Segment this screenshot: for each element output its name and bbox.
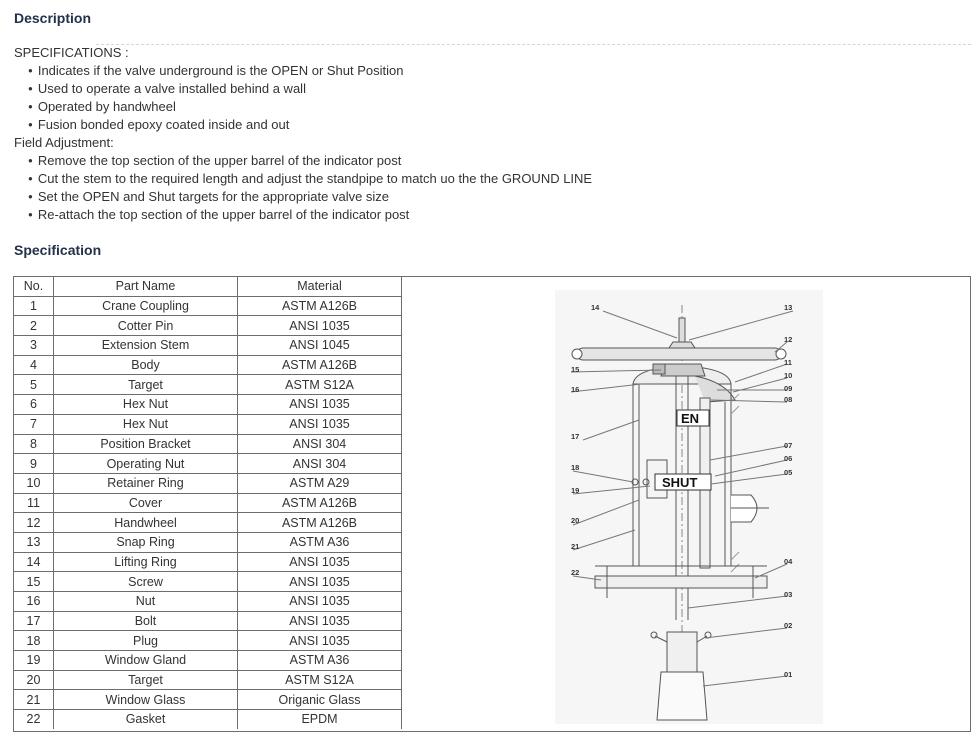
cell-no: 21 [14, 690, 54, 710]
cell-no: 11 [14, 493, 54, 513]
table-header-row [14, 277, 402, 296]
description-heading: Description [14, 10, 92, 26]
spec-bullet-2: ● Used to operate a valve installed behind a wall [28, 81, 306, 96]
table-row [14, 532, 402, 552]
cell-no: 22 [14, 710, 54, 729]
field-bullet-1: ● Remove the top section of the upper barrel of the indicator post [28, 153, 401, 168]
table-row [14, 670, 402, 690]
cell-no: 15 [14, 572, 54, 592]
cell-part-name: Crane Coupling [54, 296, 238, 316]
table-row [14, 690, 402, 710]
cell-part-name: Screw [54, 572, 238, 592]
cell-material: ANSI 1035 [238, 316, 402, 336]
description-divider [96, 44, 971, 45]
cell-part-name: Body [54, 355, 238, 375]
callout-19: 19 [571, 486, 580, 495]
cell-part-name: Hex Nut [54, 395, 238, 415]
cell-part-name: Bolt [54, 611, 238, 631]
callout-13: 13 [784, 303, 793, 312]
table-row [14, 375, 402, 395]
callout-05: 05 [784, 468, 793, 477]
cell-part-name: Cover [54, 493, 238, 513]
field-bullet-3: ● Set the OPEN and Shut targets for the appropriate valve size [28, 189, 389, 204]
cell-material: ANSI 304 [238, 434, 402, 454]
cell-material: ANSI 1035 [238, 414, 402, 434]
cell-material: ANSI 304 [238, 454, 402, 474]
table-row [14, 552, 402, 572]
cell-no: 7 [14, 414, 54, 434]
spec-bullet-4: ● Fusion bonded epoxy coated inside and out [28, 117, 289, 132]
table-row [14, 592, 402, 612]
field-bullet-2: ● Cut the stem to the required length and adjust the standpipe to match uo the the GROUND LINE [28, 171, 592, 186]
cell-no: 19 [14, 651, 54, 671]
cell-part-name: Handwheel [54, 513, 238, 533]
header-no: No. [14, 277, 54, 296]
cell-no: 9 [14, 454, 54, 474]
callout-09: 09 [784, 384, 793, 393]
cell-part-name: Window Gland [54, 651, 238, 671]
valve-drawing-svg [555, 290, 823, 724]
callout-11: 11 [784, 358, 792, 367]
cell-material: ASTM A29 [238, 473, 402, 493]
callout-18: 18 [571, 463, 580, 472]
callout-14: 14 [591, 303, 600, 312]
cell-material: Origanic Glass [238, 690, 402, 710]
specification-box [13, 276, 971, 732]
callout-04: 04 [784, 557, 793, 566]
callout-03: 03 [784, 590, 793, 599]
field-adjustment-heading: Field Adjustment: [14, 135, 114, 150]
cell-material: ASTM A126B [238, 355, 402, 375]
header-part-name: Part Name [54, 277, 238, 296]
table-row [14, 513, 402, 533]
table-row [14, 572, 402, 592]
cell-material: ASTM S12A [238, 375, 402, 395]
cell-part-name: Target [54, 375, 238, 395]
cell-no: 16 [14, 592, 54, 612]
callout-21: 21 [571, 542, 580, 551]
cell-no: 3 [14, 336, 54, 356]
cell-no: 5 [14, 375, 54, 395]
cell-part-name: Retainer Ring [54, 473, 238, 493]
field-bullet-4: ● Re-attach the top section of the upper barrel of the indicator post [28, 207, 409, 222]
cell-no: 2 [14, 316, 54, 336]
cell-material: ANSI 1035 [238, 631, 402, 651]
cell-part-name: Gasket [54, 710, 238, 729]
table-row [14, 296, 402, 316]
cell-material: ASTM A36 [238, 532, 402, 552]
cell-material: ANSI 1035 [238, 395, 402, 415]
cell-material: ANSI 1035 [238, 592, 402, 612]
cell-part-name: Cotter Pin [54, 316, 238, 336]
cell-part-name: Extension Stem [54, 336, 238, 356]
table-row [14, 473, 402, 493]
specification-heading: Specification [14, 242, 102, 258]
cell-part-name: Position Bracket [54, 434, 238, 454]
cell-no: 8 [14, 434, 54, 454]
cell-part-name: Target [54, 670, 238, 690]
cell-no: 17 [14, 611, 54, 631]
callout-10: 10 [784, 371, 793, 380]
parts-table-body [14, 296, 402, 729]
callout-20: 20 [571, 516, 580, 525]
table-row [14, 710, 402, 729]
parts-table [14, 277, 402, 729]
cell-part-name: Window Glass [54, 690, 238, 710]
callout-16: 16 [571, 385, 580, 394]
table-row [14, 395, 402, 415]
table-row [14, 414, 402, 434]
cell-material: ANSI 1035 [238, 572, 402, 592]
table-row [14, 493, 402, 513]
cell-material: EPDM [238, 710, 402, 729]
cell-no: 14 [14, 552, 54, 572]
cell-part-name: Lifting Ring [54, 552, 238, 572]
callout-22: 22 [571, 568, 580, 577]
callout-08: 08 [784, 395, 793, 404]
open-indicator-label: EN [681, 411, 700, 426]
table-row [14, 454, 402, 474]
cell-part-name: Operating Nut [54, 454, 238, 474]
specifications-heading: SPECIFICATIONS : [14, 45, 129, 60]
callout-15: 15 [571, 365, 580, 374]
cell-material: ASTM A126B [238, 513, 402, 533]
table-row [14, 651, 402, 671]
table-row [14, 434, 402, 454]
cell-material: ASTM S12A [238, 670, 402, 690]
callout-02: 02 [784, 621, 793, 630]
cell-no: 20 [14, 670, 54, 690]
cell-material: ASTM A126B [238, 493, 402, 513]
cell-part-name: Plug [54, 631, 238, 651]
callout-12: 12 [784, 335, 793, 344]
cell-material: ANSI 1035 [238, 552, 402, 572]
cell-part-name: Nut [54, 592, 238, 612]
cell-no: 4 [14, 355, 54, 375]
cell-no: 10 [14, 473, 54, 493]
cell-no: 6 [14, 395, 54, 415]
callout-07: 07 [784, 441, 793, 450]
table-row [14, 631, 402, 651]
cell-part-name: Hex Nut [54, 414, 238, 434]
spec-bullet-1: ● Indicates if the valve underground is the OPEN or Shut Position [28, 63, 404, 78]
cell-no: 13 [14, 532, 54, 552]
shut-indicator-label: SHUT [662, 475, 698, 490]
cell-no: 12 [14, 513, 54, 533]
table-row [14, 336, 402, 356]
cell-part-name: Snap Ring [54, 532, 238, 552]
callout-01: 01 [784, 670, 793, 679]
table-row [14, 611, 402, 631]
table-row [14, 316, 402, 336]
spec-bullet-3: ● Operated by handwheel [28, 99, 176, 114]
callout-17: 17 [571, 432, 580, 441]
cell-no: 18 [14, 631, 54, 651]
valve-drawing [555, 290, 823, 724]
cell-material: ASTM A36 [238, 651, 402, 671]
cell-material: ANSI 1035 [238, 611, 402, 631]
table-row [14, 355, 402, 375]
cell-no: 1 [14, 296, 54, 316]
callout-06: 06 [784, 454, 793, 463]
header-material: Material [238, 277, 402, 296]
cell-material: ANSI 1045 [238, 336, 402, 356]
cell-material: ASTM A126B [238, 296, 402, 316]
